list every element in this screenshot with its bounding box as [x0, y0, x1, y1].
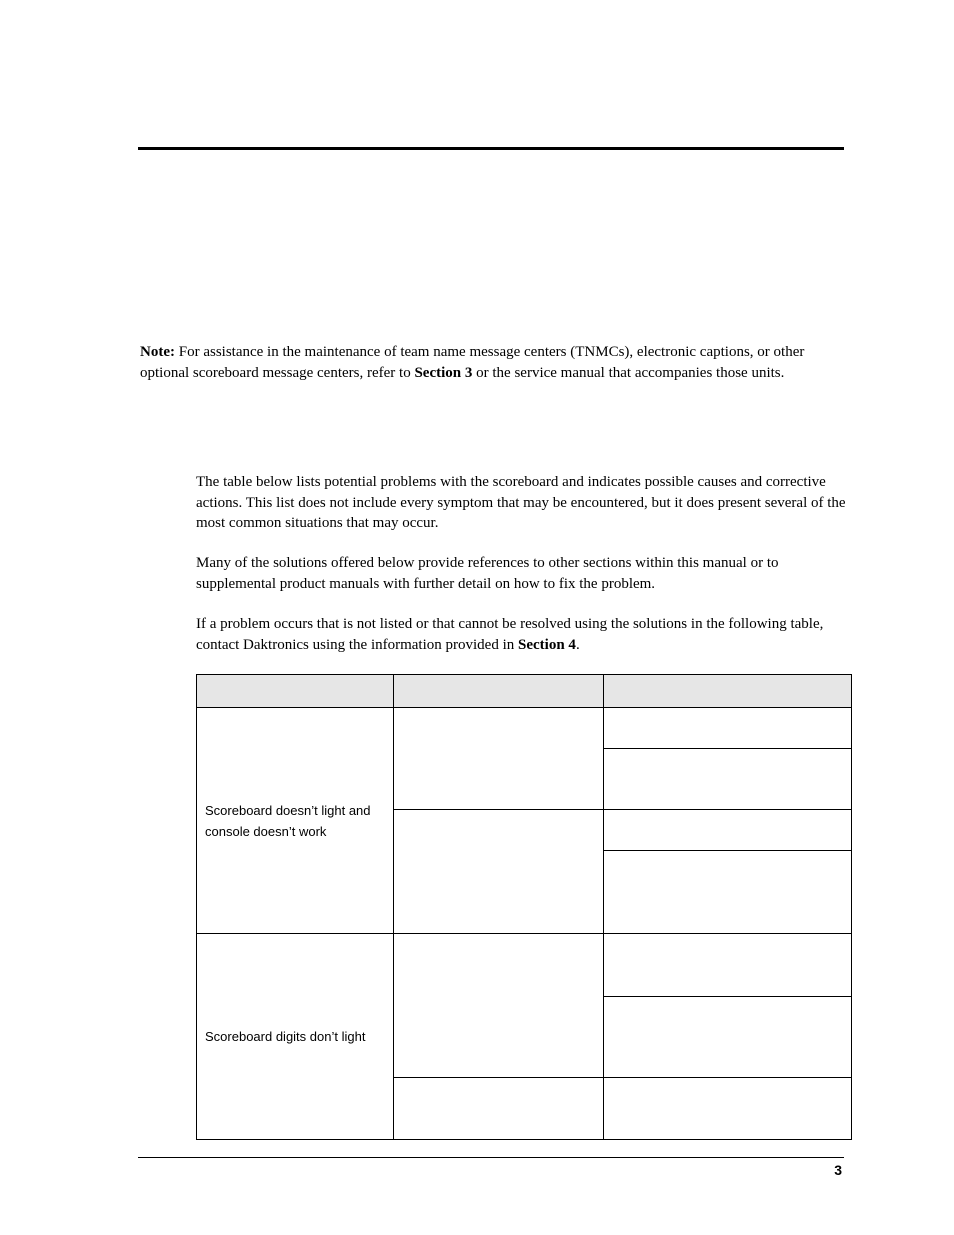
- table-row: [197, 934, 852, 997]
- table-header-row: [197, 675, 852, 708]
- intro-paragraph-3: [196, 614, 846, 655]
- header-action: [604, 675, 852, 708]
- header-cause: [394, 675, 604, 708]
- note-text-after: or the service manual that accompanies those units.: [472, 364, 785, 381]
- symptom-cell-2: Scoreboard digits don’t light: [197, 934, 394, 1140]
- action-cell-3: [604, 810, 852, 851]
- header-rule: [138, 147, 844, 150]
- note-text-before: For assistance in the maintenance of team name message centers (TNMCs), electronic captions, or other optional scoreboard message centers, refer to: [140, 344, 805, 381]
- note-label: Note:: [140, 344, 175, 360]
- page-number: 3: [834, 1162, 842, 1178]
- action-cell-4: [604, 851, 852, 934]
- action-cell-5: [604, 934, 852, 997]
- header-symptom: [197, 675, 394, 708]
- note-paragraph: [140, 342, 850, 383]
- cause-cell-1: [394, 708, 604, 810]
- action-cell-2: [604, 749, 852, 810]
- action-cell-7: [604, 1078, 852, 1140]
- intro-paragraph-2: Many of the solutions offered below provide references to other sections within this manual or to supplemental product manuals with further detail on how to fix the problem.: [196, 555, 779, 592]
- table-row: [197, 708, 852, 749]
- note-section-ref: Section 3: [414, 364, 473, 381]
- troubleshooting-table: [196, 674, 852, 1140]
- cause-cell-2: [394, 810, 604, 934]
- intro-p3-section-ref: Section 4: [518, 636, 576, 653]
- intro-paragraph-1: The table below lists potential problems with the scoreboard and indicates possible causes and corrective actions. This list does not include every symptom that may be encountered, but it does present several of the most common situations that may occur.: [196, 474, 846, 531]
- symptom-cell-1: Scoreboard doesn’t light and console doesn’t work: [197, 708, 394, 934]
- action-cell-1: [604, 708, 852, 749]
- intro-p3-text: If a problem occurs that is not listed or that cannot be resolved using the solutions in the following table, contact Daktronics using the information provided in: [196, 616, 824, 653]
- action-cell-6: [604, 997, 852, 1078]
- cause-cell-3: [394, 934, 604, 1078]
- cause-cell-4: [394, 1078, 604, 1140]
- footer-rule: [138, 1157, 844, 1158]
- intro-p3-end: .: [575, 636, 580, 653]
